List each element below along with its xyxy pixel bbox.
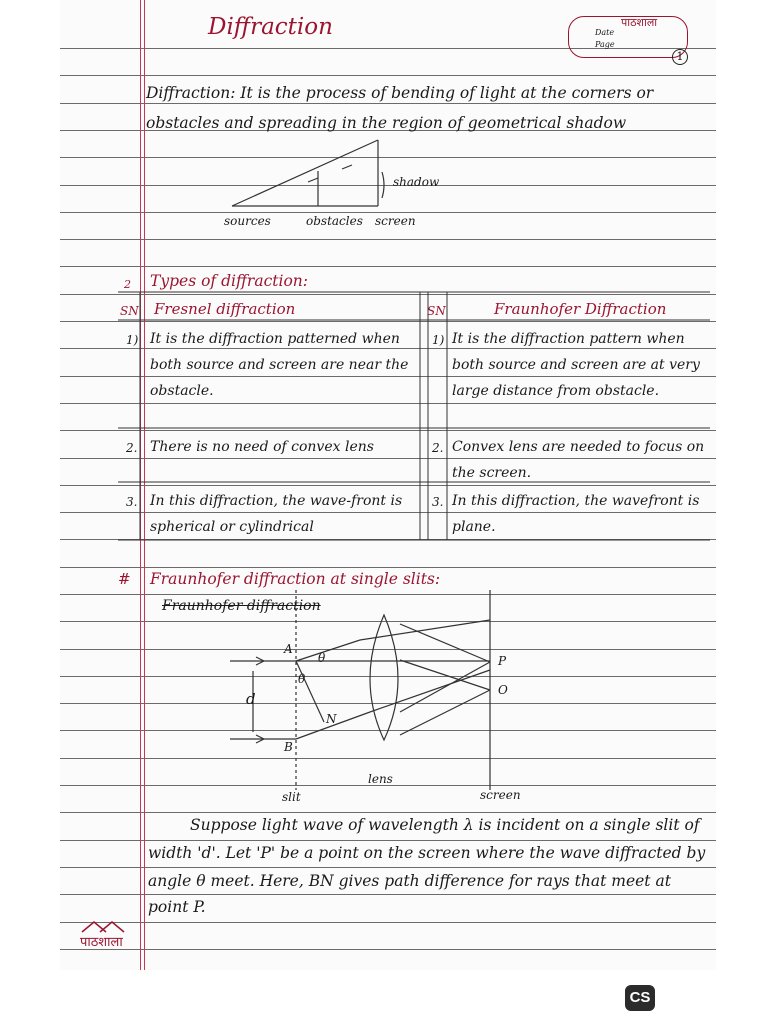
ray-a-to-lens <box>360 620 490 640</box>
label-N: N <box>326 712 337 726</box>
fresnel-header: Fresnel diffraction <box>154 300 296 318</box>
fraunhofer-subheading: Fraunhofer diffraction <box>162 598 321 614</box>
row2-sn1: 2. <box>126 441 138 455</box>
label-P: P <box>498 654 507 668</box>
label-O: O <box>498 683 508 697</box>
converging-ray-2 <box>400 662 490 712</box>
stamp-page-label: Page <box>595 40 615 49</box>
paragraph-line-2: width 'd'. Let 'P' be a point on the screen where the wave diffracted by <box>148 844 706 862</box>
label-d: d <box>246 690 256 708</box>
stamp-date-label: Date <box>595 28 615 37</box>
page-number: 1 <box>672 49 688 65</box>
paragraph-line-1: Suppose light wave of wavelength λ is incident on a single slit of <box>190 816 700 834</box>
paragraph-line-3: angle θ meet. Here, BN gives path difference for rays that meet at <box>148 872 671 890</box>
footer-brand: पाठशाला <box>80 935 123 950</box>
row1-sn1: 1) <box>126 333 139 347</box>
arrow-2 <box>342 165 352 169</box>
label-sources: sources <box>224 214 271 228</box>
stamp-brand: पाठशाला <box>621 16 658 29</box>
types-heading: Types of diffraction: <box>150 272 308 290</box>
ray-a-diffracted <box>296 640 360 661</box>
row2-fraunhofer: Convex lens are needed to focus on the screen. <box>452 439 705 481</box>
footer-logo <box>78 918 134 952</box>
row2-sn2: 2. <box>432 441 444 455</box>
convex-lens <box>370 615 398 740</box>
ray-line <box>232 140 378 206</box>
row3-sn1: 3. <box>126 495 138 509</box>
scanner-badge: CS <box>625 985 655 1011</box>
sn-header-1: SN <box>120 304 139 318</box>
label-shadow: shadow <box>393 175 440 189</box>
row3-fraunhofer: In this diffraction, the wavefront is plane. <box>452 493 700 535</box>
converging-ray-1 <box>400 624 490 662</box>
label-screen: screen <box>375 214 416 228</box>
shadow-brace <box>382 172 384 198</box>
row1-fresnel: It is the diffraction patterned when both source and screen are near the obstacle. <box>150 331 409 399</box>
label-B: B <box>284 740 293 754</box>
sn-header-2: SN <box>427 304 446 318</box>
arrow-1 <box>308 178 318 182</box>
bn-perpendicular <box>296 661 324 722</box>
definition-line-2: obstacles and spreading in the region of geometrical shadow <box>146 114 627 132</box>
section-marker: # <box>118 570 131 588</box>
label-theta-1: θ <box>298 672 306 686</box>
label-theta-2: θ <box>318 651 326 665</box>
row2-fresnel: There is no need of convex lens <box>150 439 374 455</box>
label-screen-2: screen <box>480 788 521 802</box>
fraunhofer-section-heading: Fraunhofer diffraction at single slits: <box>150 570 441 588</box>
definition-line-1: Diffraction: It is the process of bending of light at the corners or <box>146 84 654 102</box>
types-number: 2 <box>124 278 131 291</box>
row1-fraunhofer: It is the diffraction pattern when both source and screen are at very large distance from obstacle. <box>452 331 700 399</box>
row1-sn2: 1) <box>432 333 445 347</box>
page-title: Diffraction <box>208 14 333 40</box>
shadow-diagram <box>232 140 384 206</box>
label-lens: lens <box>368 772 393 786</box>
row3-fresnel: In this diffraction, the wave-front is spherical or cylindrical <box>150 493 403 535</box>
fraunhofer-header: Fraunhofer Diffraction <box>494 300 667 318</box>
ray-b-to-lens <box>370 670 490 712</box>
label-A: A <box>284 642 293 656</box>
notebook-page <box>60 0 716 970</box>
row3-sn2: 3. <box>432 495 444 509</box>
single-slit-diagram <box>230 590 490 790</box>
label-slit: slit <box>282 790 301 804</box>
paragraph-line-4: point P. <box>148 898 206 916</box>
label-obstacles: obstacles <box>306 214 363 228</box>
